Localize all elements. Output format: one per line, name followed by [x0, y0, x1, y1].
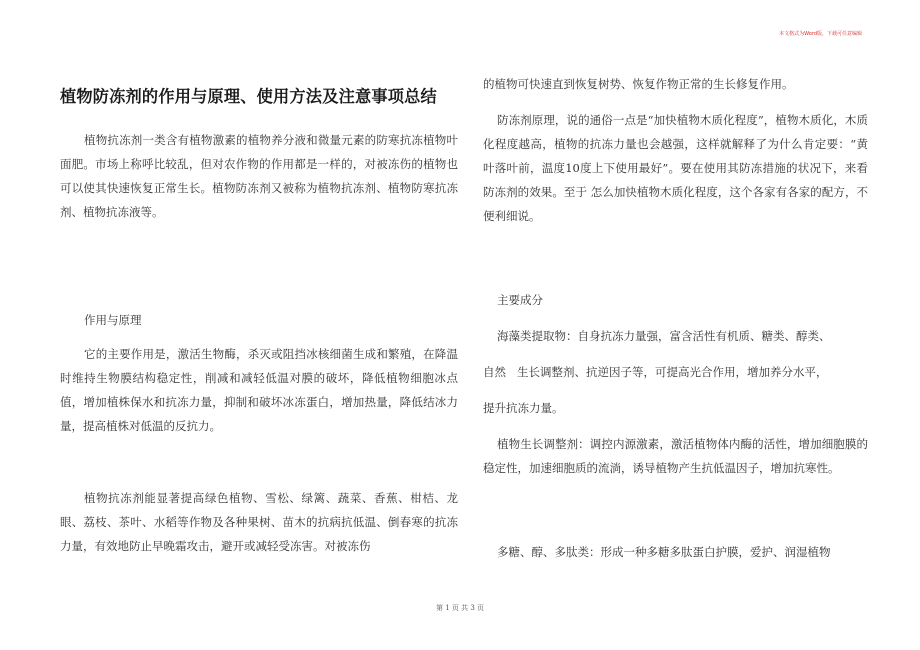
continuation-paragraph: 的植物可快速直到恢复树势、恢复作物正常的生长修复作用。 [483, 77, 794, 91]
page-footer: 第 1 页 共 3 页 [435, 604, 485, 612]
polysaccharide-paragraph: 多糖、醇、多肽类：形成一种多糖多肽蛋白护膜，爱护、润湿植物 [497, 545, 831, 559]
principle-paragraph: 防冻剂原理，说的通俗一点是“加快植物木质化程度”，植物木质化，木质化程度越高，植物的抗冻力量也会越强，这样就解释了为什么肯定要：“黄叶落叶前，温度10度上下使用最好”。要在使用其防冻措施的状况下，来看防冻剂的效果。至于 怎么加快植物木质化程度，这个各家有各家的配方，不便利细说。 [483, 113, 868, 223]
intro-paragraph: 植物抗冻剂一类含有植物激素的植物养分液和微量元素的防寒抗冻植物叶面肥。市场上称呼比较乱，但对农作物的作用都是一样的，对被冻伤的植物也可以使其快速恢复正常生长。植物防冻剂又被称为植物抗冻剂、植物防寒抗冻剂、植物抗冻液等。 [60, 133, 458, 219]
download-notice: 本文格式为Word版，下载可任意编辑 [779, 31, 862, 37]
regulator-paragraph: 植物生长调整剂：调控内源激素，激活植物体内酶的活性，增加细胞膜的稳定性，加速细胞质的流淌，诱导植物产生抗低温因子，增加抗寒性。 [483, 437, 868, 475]
seaweed-line-1: 海藻类提取物：自身抗冻力量强，富含活性有机质、糖类、醇类、 [497, 329, 831, 343]
section-heading-function: 作用与原理 [84, 313, 142, 327]
function-paragraph: 它的主要作用是，激活生物酶，杀灭或阻挡冰核细菌生成和繁殖，在降温时维持生物膜结构稳定性，削减和减轻低温对膜的破坏，降低植物细胞冰点值，增加植株保水和抗冻力量，抑制和破坏冰冻蛋白，增加热量，降低结冰力量，提高植株对低温的反抗力。 [60, 347, 458, 433]
section-heading-ingredients: 主要成分 [497, 293, 543, 307]
document-title: 植物防冻剂的作用与原理、使用方法及注意事项总结 [60, 87, 437, 106]
seaweed-line-2: 自然 生长调整剂、抗逆因子等，可提高光合作用，增加养分水平， [483, 365, 828, 379]
crops-paragraph: 植物抗冻剂能显著提高绿色植物、雪松、绿篱、蔬菜、香蕉、柑桔、龙眼、荔枝、茶叶、水稻等作物及各种果树、苗木的抗病抗低温、倒春寒的抗冻力量，有效地防止早晚霜攻击，避开或减轻受冻害。对被冻伤 [60, 491, 458, 553]
seaweed-line-3: 提升抗冻力量。 [483, 401, 564, 415]
